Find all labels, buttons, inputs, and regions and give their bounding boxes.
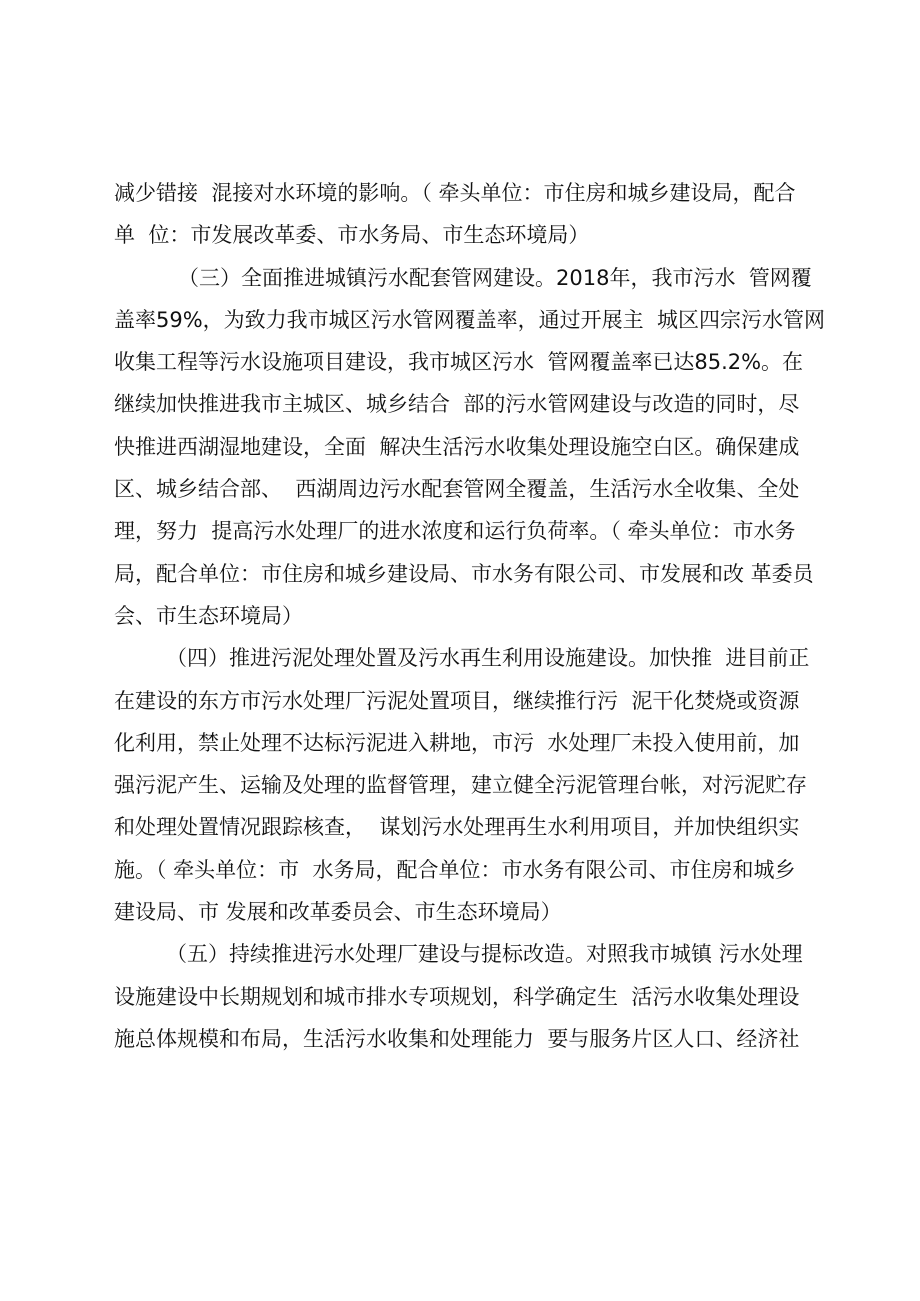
text-line: （三）全面推进城镇污水配套管网建设。2018年，我市污水 管网覆 [178, 265, 812, 290]
text-line: 会、市生态环境局） [114, 603, 303, 628]
text-line: 减少错接 混接对水环境的影响。（ 牵头单位：市住房和城乡建设局，配合 [114, 181, 796, 205]
text-line: 化利用，禁止处理不达标污泥进入耕地，市污 水处理厂未投入使用前，加 [114, 730, 800, 755]
text-line: 施。（ 牵头单位：市 水务局，配合单位：市水务有限公司、市住房和城乡 [114, 857, 796, 882]
text-line: 理，努力 提高污水处理厂的进水浓度和运行负荷率。（ 牵头单位：市水务 [114, 519, 796, 544]
text-line: 建设局、市 发展和改革委员会、市生态环境局） [114, 900, 562, 925]
text-line: 在建设的东方市污水处理厂污泥处置项目，继续推行污 泥干化焚烧或资源 [114, 688, 800, 713]
text-line: 和处理处置情况跟踪核查， 谋划污水处理再生水利用项目，并加快组织实 [114, 815, 800, 840]
text-line: 设施建设中长期规划和城市排水专项规划，科学确定生 活污水收集处理设 [114, 984, 800, 1009]
text-line: 单 位：市发展改革委、市水务局、市生态环境局） [114, 223, 590, 248]
text-line: 继续加快推进我市主城区、城乡结合 部的污水管网建设与改造的同时，尽 [114, 392, 800, 417]
text-line: 区、城乡结合部、 西湖周边污水配套管网全覆盖，生活污水全收集、全处 [114, 477, 800, 502]
text-line: 局，配合单位：市住房和城乡建设局、市水务有限公司、市发展和改 革委员 [114, 561, 814, 586]
text-line: 强污泥产生、运输及处理的监督管理，建立健全污泥管理台帐，对污泥贮存 [114, 773, 807, 798]
text-line: （四）推进污泥处理处置及污水再生利用设施建设。加快推 进目前正 [166, 646, 810, 671]
text-line: 施总体规模和布局，生活污水收集和处理能力 要与服务片区人口、经济社 [114, 1026, 800, 1051]
text-line: 盖率59%，为致力我市城区污水管网覆盖率，通过开展主 城区四宗污水管网 [114, 307, 826, 332]
text-line: （五）持续推进污水处理厂建设与提标改造。对照我市城镇 污水处理 [166, 942, 803, 967]
text-line: 快推进西湖湿地建设，全面 解决生活污水收集处理设施空白区。确保建成 [114, 434, 800, 459]
document-body [114, 172, 826, 1060]
text-line: 收集工程等污水设施项目建设，我市城区污水 管网覆盖率已达85.2%。在 [114, 350, 804, 375]
